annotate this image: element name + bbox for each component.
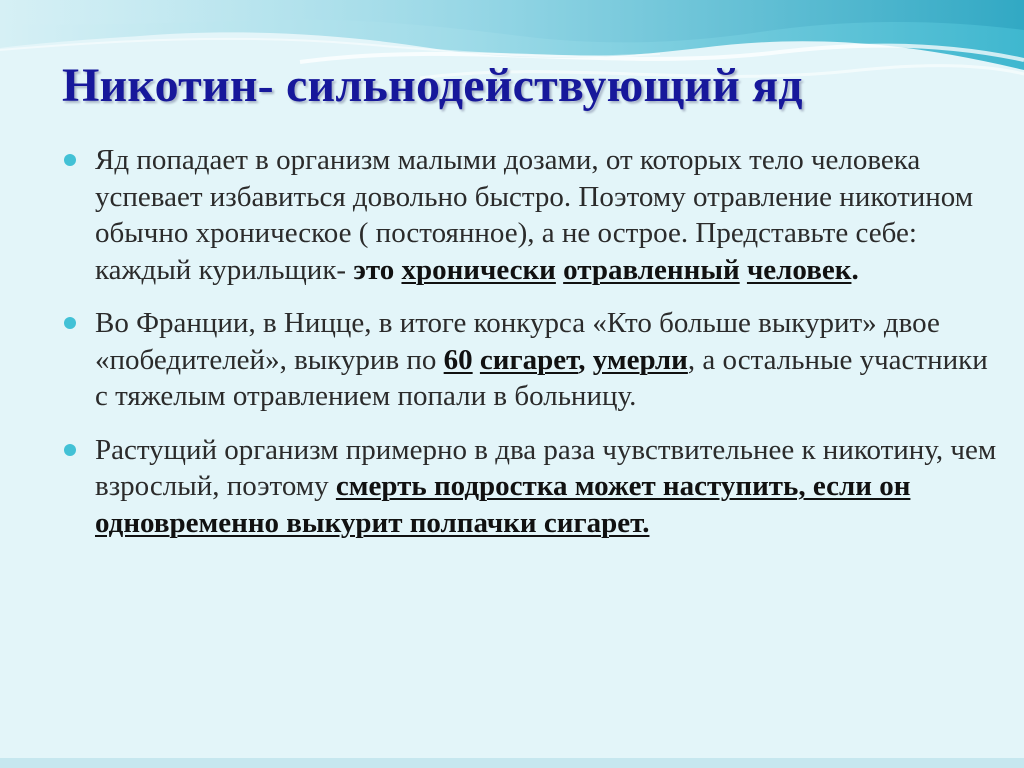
bullet-text-part: , а остальные участники с тяжелым отравлением попали в больницу. <box>95 343 988 412</box>
bullet-dot-icon <box>64 317 76 329</box>
bullet-text-part: Яд попадает в организм малыми дозами, от которых тело человека успевает избавиться довольно быстро. Поэтому отравление никотином обычно хроническое ( постоянное), а не острое. Представьте себе: каждый курильщик- <box>95 144 974 286</box>
bullet-text <box>95 432 1002 542</box>
bullet-item-2 <box>62 305 1002 415</box>
bullet-text-part: Растущий организм примерно в два раза чувствительнее к никотину, чем взрослый, поэтому <box>95 433 997 502</box>
emphasis-word: человек <box>746 253 852 286</box>
slide-title: Никотин- сильнодействующий яд <box>62 59 803 112</box>
emphasis-word: умерли <box>592 343 688 376</box>
bullet-text <box>95 142 1002 288</box>
bottom-band <box>0 758 1024 768</box>
emphasis-word: отравленный <box>563 253 740 286</box>
bullet-dot-icon <box>64 444 76 456</box>
emphasis-number: 60 <box>443 343 473 376</box>
bullet-dot-icon <box>64 154 76 166</box>
emphasis-word: сигарет <box>479 343 579 376</box>
bullet-text <box>95 305 1002 415</box>
bullet-item-3 <box>62 432 1002 542</box>
bullet-list <box>62 142 1002 558</box>
bullet-item-1 <box>62 142 1002 288</box>
emphasis-phrase: смерть подростка может наступить, если он одновременно выкурит полпачки сигарет. <box>95 470 911 539</box>
bullet-text-part: , <box>578 343 586 376</box>
bullet-text-part: . <box>851 253 859 286</box>
emphasis-word: хронически <box>401 253 556 286</box>
bold-word: это <box>353 253 395 286</box>
bullet-text-part: Во Франции, в Ницце, в итоге конкурса «Кто больше выкурит» двое «победителей», выкурив по <box>95 307 940 376</box>
